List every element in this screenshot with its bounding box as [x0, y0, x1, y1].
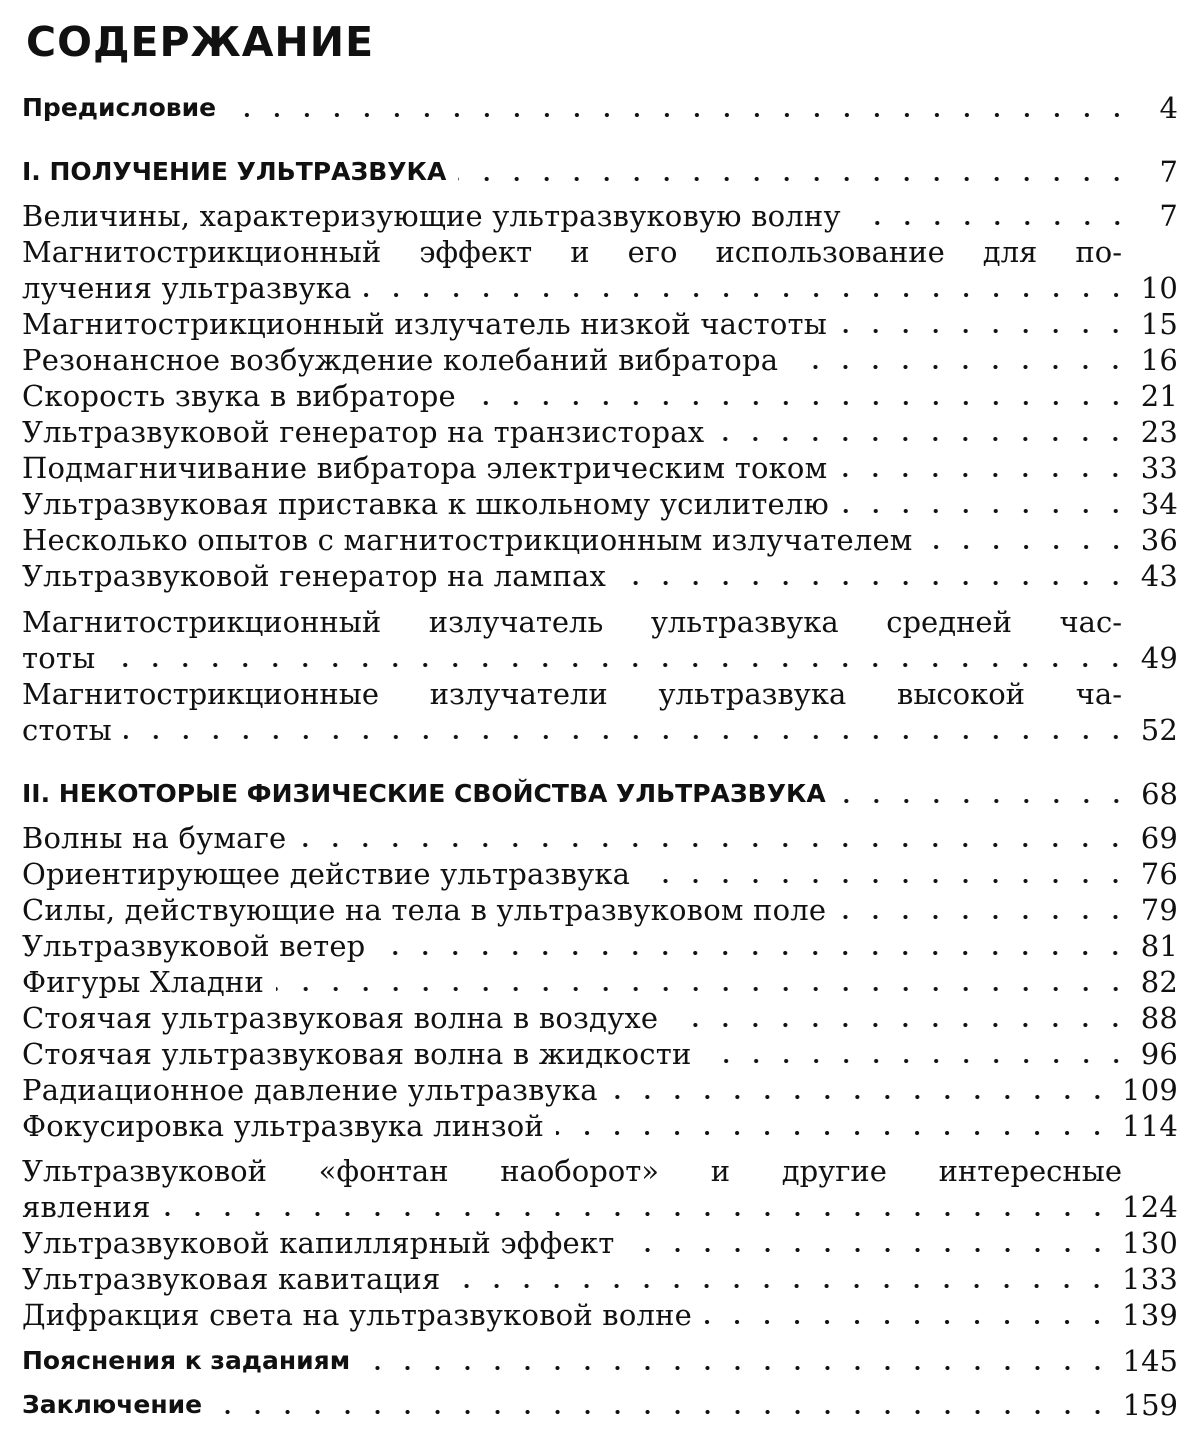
- toc-entry-page: 10: [1140, 271, 1178, 305]
- dot-leader: [642, 877, 1131, 885]
- toc-entry-label: Величины, характеризующие ультразвуковую волну: [22, 199, 841, 233]
- toc-entry-line1[interactable]: Магнитострикционный излучатель ультразвука средней час-: [22, 605, 1122, 639]
- dot-leader: [362, 1364, 1112, 1372]
- dot-leader: [704, 1057, 1131, 1065]
- toc-entry-page: 109: [1122, 1073, 1178, 1107]
- toc-entry-page: 133: [1122, 1262, 1178, 1296]
- toc-entry-page: 7: [1159, 155, 1178, 189]
- toc-entry[interactable]: [22, 928, 1178, 964]
- toc-entry-label: Пояснения к заданиям: [22, 1346, 351, 1375]
- toc-entry-page: 96: [1140, 1037, 1178, 1071]
- toc-entry-page: 159: [1122, 1388, 1178, 1422]
- dot-leader: [925, 543, 1131, 551]
- toc-entry[interactable]: [22, 856, 1178, 892]
- toc-entry-page: 114: [1122, 1109, 1178, 1143]
- toc-entry-label: Волны на бумаге: [22, 821, 287, 855]
- toc-entry-page: 88: [1140, 1001, 1178, 1035]
- dot-leader: [107, 661, 1130, 669]
- toc-entry-label: тоты: [22, 641, 96, 675]
- toc-entry-page: 7: [1159, 199, 1178, 233]
- toc-entry[interactable]: [22, 270, 1178, 306]
- dot-leader: [228, 111, 1132, 119]
- toc-entry[interactable]: [22, 1000, 1178, 1036]
- toc-entry[interactable]: [22, 640, 1178, 676]
- toc-entry-label: Ультразвуковой капиллярный эффект: [22, 1226, 615, 1260]
- toc-entry-page: 79: [1140, 893, 1178, 927]
- dot-leader: [364, 291, 1131, 299]
- toc-entry-page: 33: [1140, 451, 1178, 485]
- toc-section-2[interactable]: [22, 776, 1178, 812]
- toc-entry-page: 69: [1140, 821, 1178, 855]
- toc-entry-label: Ультразвуковой ветер: [22, 929, 366, 963]
- dot-leader: [163, 1210, 1112, 1218]
- toc-entry-label: Ультразвуковой генератор на лампах: [22, 559, 607, 593]
- toc-entry-page: 76: [1140, 857, 1178, 891]
- toc-entry-notes[interactable]: [22, 1343, 1178, 1379]
- toc-entry[interactable]: [22, 892, 1178, 928]
- toc-entry-label: Предисловие: [22, 93, 217, 122]
- toc-entry[interactable]: [22, 1261, 1178, 1297]
- dot-leader: [556, 1129, 1112, 1137]
- dot-leader: [298, 841, 1130, 849]
- dot-leader: [124, 733, 1131, 741]
- toc-entry-preface[interactable]: [22, 90, 1178, 126]
- toc-entry-label: II. НЕКОТОРЫЕ ФИЗИЧЕСКИЕ СВОЙСТВА УЛЬТРАЗВУКА: [22, 779, 826, 808]
- toc-entry-page: 4: [1159, 91, 1178, 125]
- dot-leader: [790, 363, 1130, 371]
- toc-entry-page: 34: [1140, 487, 1178, 521]
- toc-entry[interactable]: [22, 1036, 1178, 1072]
- toc-entry[interactable]: [22, 342, 1178, 378]
- toc-entry-label: Заключение: [22, 1390, 203, 1419]
- toc-entry[interactable]: [22, 712, 1178, 748]
- toc-entry-label: Стоячая ультразвуковая волна в жидкости: [22, 1037, 692, 1071]
- toc-entry[interactable]: [22, 522, 1178, 558]
- toc-entry[interactable]: [22, 486, 1178, 522]
- dot-leader: [276, 985, 1131, 993]
- toc-entry-label: Радиационное давление ультразвука: [22, 1073, 598, 1107]
- dot-leader: [853, 219, 1132, 227]
- toc-entry-line1[interactable]: Ультразвуковой «фонтан наоборот» и другие интересные: [22, 1154, 1122, 1188]
- toc-entry[interactable]: [22, 1108, 1178, 1144]
- toc-entry[interactable]: [22, 1225, 1178, 1261]
- toc-entry-label: I. ПОЛУЧЕНИЕ УЛЬТРАЗВУКА: [22, 157, 447, 186]
- dot-leader: [377, 949, 1130, 957]
- dot-leader: [468, 399, 1131, 407]
- toc-entry[interactable]: [22, 820, 1178, 856]
- toc-entry-label: Ультразвуковой генератор на транзисторах: [22, 415, 705, 449]
- toc-entry-label: Силы, действующие на тела в ультразвуковом поле: [22, 893, 827, 927]
- toc-entry[interactable]: [22, 1072, 1178, 1108]
- toc-entry[interactable]: [22, 414, 1178, 450]
- toc-entry-label: Ультразвуковая кавитация: [22, 1262, 441, 1296]
- dot-leader: [458, 175, 1132, 183]
- toc-entry-label: Фокусировка ультразвука линзой: [22, 1109, 544, 1143]
- toc-entry-label: Скорость звука в вибраторе: [22, 379, 456, 413]
- toc-entry-line1[interactable]: Магнитострикционные излучатели ультразвука высокой ча-: [22, 677, 1122, 711]
- toc-entry-page: 36: [1140, 523, 1178, 557]
- dot-leader: [839, 471, 1130, 479]
- toc-entry-page: 124: [1122, 1190, 1178, 1224]
- toc-entry[interactable]: [22, 378, 1178, 414]
- dot-leader: [838, 913, 1130, 921]
- toc-entry-label: Стоячая ультразвуковая волна в воздухе: [22, 1001, 659, 1035]
- toc-entry-label: Ультразвуковая приставка к школьному усилителю: [22, 487, 829, 521]
- toc-entry-label: Магнитострикционный излучатель низкой частоты: [22, 307, 828, 341]
- toc-entry-label: Резонансное возбуждение колебаний вибратора: [22, 343, 779, 377]
- toc-entry[interactable]: [22, 198, 1178, 234]
- toc-entry-label: Дифракция света на ультразвуковой волне: [22, 1298, 692, 1332]
- toc-entry[interactable]: [22, 450, 1178, 486]
- toc-section-1[interactable]: [22, 154, 1178, 190]
- toc-entry-conclusion[interactable]: [22, 1387, 1178, 1423]
- dot-leader: [618, 579, 1131, 587]
- toc-entry[interactable]: [22, 558, 1178, 594]
- dot-leader: [610, 1093, 1112, 1101]
- toc-entry-page: 21: [1140, 379, 1178, 413]
- toc-entry-page: 130: [1122, 1226, 1178, 1260]
- dot-leader: [452, 1282, 1112, 1290]
- toc-entry-page: 82: [1140, 965, 1178, 999]
- toc-entry[interactable]: [22, 1189, 1178, 1225]
- toc-entry-label: Фигуры Хладни: [22, 965, 264, 999]
- toc-entry-page: 15: [1140, 307, 1178, 341]
- dot-leader: [841, 507, 1131, 515]
- toc-entry-page: 49: [1140, 641, 1178, 675]
- toc-entry-label: Ориентирующее действие ультразвука: [22, 857, 631, 891]
- toc-entry-page: 68: [1141, 777, 1178, 811]
- toc-entry-line1[interactable]: Магнитострикционный эффект и его использование для по-: [22, 235, 1122, 269]
- toc-entry-label: явления: [22, 1190, 151, 1224]
- toc-entry-label: стоты: [22, 713, 112, 747]
- toc-entry-page: 81: [1140, 929, 1178, 963]
- toc-entry-page: 16: [1140, 343, 1178, 377]
- toc-entry-page: 145: [1122, 1344, 1178, 1378]
- toc-entry[interactable]: [22, 306, 1178, 342]
- toc-entry-page: 52: [1140, 713, 1178, 747]
- toc-entry-label: Несколько опытов с магнитострикционным излучателем: [22, 523, 913, 557]
- page-title: СОДЕРЖАНИЕ: [26, 18, 375, 66]
- dot-leader: [838, 797, 1131, 805]
- dot-leader: [839, 327, 1131, 335]
- toc-entry-label: Подмагничивание вибратора электрическим током: [22, 451, 828, 485]
- toc-entry[interactable]: [22, 964, 1178, 1000]
- toc-entry[interactable]: [22, 1297, 1178, 1333]
- dot-leader: [716, 435, 1130, 443]
- toc-entry-label: лучения ультразвука: [22, 271, 352, 305]
- dot-leader: [670, 1021, 1130, 1029]
- dot-leader: [704, 1318, 1112, 1326]
- toc-entry-page: 43: [1140, 559, 1178, 593]
- dot-leader: [214, 1408, 1113, 1416]
- toc-entry-page: 139: [1122, 1298, 1178, 1332]
- toc-entry-page: 23: [1140, 415, 1178, 449]
- dot-leader: [627, 1246, 1113, 1254]
